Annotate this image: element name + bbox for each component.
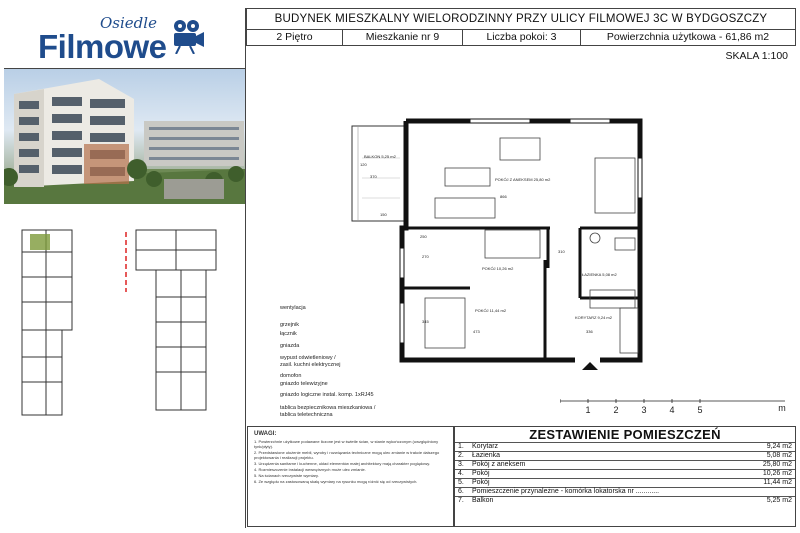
scale-tick-label: 1: [585, 405, 591, 414]
room-area: 9,24 m2: [735, 443, 795, 452]
table-row: [455, 443, 795, 452]
logo-filmowe-text: Filmowe: [38, 28, 167, 65]
room-num: 2.: [455, 452, 469, 461]
divider: [245, 8, 246, 528]
plan-label-room5: POKÓJ 11,44 m2: [475, 308, 507, 313]
table-row: [455, 497, 795, 506]
legend-item: domofon: [280, 373, 302, 379]
legend-item: grzejnik: [280, 322, 299, 328]
note-item: 2. Przedstawione ułożenie mebli, wyroby i rozwiązania techniczne mogą ulec zmianie w trakcie dalszego projektowania i realizacji projektu.: [254, 450, 440, 460]
plan-dim: 370: [370, 174, 377, 179]
legend-item: tablica bezpiecznikowa mieszkaniowa /: [280, 405, 376, 411]
legend-item: gniazdo logiczne instal. komp. 1xRJ45: [280, 392, 374, 398]
plan-dim: 336: [586, 329, 593, 334]
room-area: [735, 488, 795, 497]
plan-dim: 866: [500, 194, 507, 199]
floor-plan: [350, 118, 650, 380]
plan-dim: 120: [360, 162, 367, 167]
floor-label: 2 Piętro: [247, 30, 343, 45]
room-name: Pokój: [469, 470, 735, 479]
note-item: 5. Na ścianach rzeczywiste wymiary.: [254, 473, 319, 478]
area-label: Powierzchnia użytkowa - 61,86 m2: [606, 31, 770, 43]
rooms-table: [454, 426, 796, 527]
table-row: [455, 452, 795, 461]
plan-dim: 473: [473, 329, 480, 334]
legend-item: wentylacja: [280, 305, 306, 311]
room-name: Pokój z aneksem: [469, 461, 735, 470]
room-area: 10,26 m2: [735, 470, 795, 479]
room-name: Pokój: [469, 479, 735, 488]
plan-label-room4: POKÓJ 10,26 m2: [482, 266, 514, 271]
plan-dim: 345: [422, 319, 429, 324]
room-num: 7.: [455, 497, 469, 506]
table-row: [455, 470, 795, 479]
plan-dim: 270: [422, 254, 429, 259]
legend-item: łącznik: [280, 331, 297, 337]
legend-item: gniazdo telewizyjne: [280, 381, 328, 387]
scale-tick-label: 4: [669, 405, 675, 414]
room-num: 4.: [455, 470, 469, 479]
scale-tick-label: 2: [613, 405, 619, 414]
table-row: [455, 479, 795, 488]
key-plan: [8, 222, 244, 432]
rooms-table-title: ZESTAWIENIE POMIESZCZEŃ: [529, 427, 721, 442]
note-item: 6. Ze względu na zastosowaną skalę wymiary na rysunku mogą różnić się od rzeczywistych.: [254, 479, 418, 484]
room-num: 5.: [455, 479, 469, 488]
scale-tick-label: 3: [641, 405, 647, 414]
room-area: 5,08 m2: [735, 452, 795, 461]
legend-item: wypust oświetleniowy /: [280, 355, 336, 361]
scale-tick-label: 5: [697, 405, 703, 414]
room-area: 25,80 m2: [735, 461, 795, 470]
logo: [38, 14, 203, 66]
info-row: [246, 30, 796, 46]
rooms-count-label: Liczba pokoi: 3: [463, 30, 581, 45]
notes-box: [247, 426, 454, 527]
scale-label: SKALA 1:100: [725, 50, 788, 62]
scale-unit-label: m: [778, 403, 786, 413]
note-item: 3. Urządzenia sanitarne i kuchenne, układ elementów małej architektury mają charakter poglądowy.: [254, 461, 431, 466]
plan-label-living: POKÓJ Z ANEKSEM 25,80 m2: [495, 177, 551, 182]
scale-bar: [560, 398, 790, 414]
plan-dim: 250: [420, 234, 427, 239]
apartment-highlight: [30, 234, 50, 250]
document-title: BUDYNEK MIESZKALNY WIELORODZINNY PRZY ULICY FILMOWEJ 3C W BYDGOSZCZY: [246, 8, 796, 30]
legend-item: zasil. kuchni elektrycznej: [280, 362, 341, 368]
logo-osiedle-text: Osiedle: [100, 14, 157, 32]
table-row: [455, 461, 795, 470]
legend-item: tablica teletechniczna: [280, 412, 333, 418]
apartment-label: Mieszkanie nr 9: [343, 30, 463, 45]
legend-item: gniazda: [280, 343, 300, 349]
room-num: 1.: [455, 443, 469, 452]
plan-label-balcony: BALKON 5,25 m2: [364, 154, 396, 159]
building-render-image: [4, 69, 245, 204]
room-name: Korytarz: [469, 443, 735, 452]
plan-dim: 310: [558, 249, 565, 254]
plan-dim: 150: [380, 212, 387, 217]
room-name: Łazienka: [469, 452, 735, 461]
plan-label-corridor: KORYTARZ 9,24 m2: [575, 315, 612, 320]
table-row: [455, 488, 795, 497]
note-item: 4. Rozmieszczenie instalacji wewnętrznych może ulec zmianie.: [254, 467, 366, 472]
room-num: 6.: [455, 488, 469, 497]
room-num: 3.: [455, 461, 469, 470]
notes-heading: UWAGI:: [254, 431, 277, 437]
room-name: Pomieszczenie przynależne - komórka lokatorska nr ............: [469, 488, 735, 497]
room-area: 11,44 m2: [735, 479, 795, 488]
room-name: Balkon: [469, 497, 735, 506]
note-item: 1. Powierzchnie użytkowe podawane liczone jest w świetle ścian, w stanie wykończonym (uwzględniony tynk/płyty).: [254, 439, 439, 449]
plan-label-bath: ŁAZIENKA 5,08 m2: [582, 272, 617, 277]
room-area: 5,25 m2: [735, 497, 795, 506]
film-camera-icon: [170, 18, 206, 54]
